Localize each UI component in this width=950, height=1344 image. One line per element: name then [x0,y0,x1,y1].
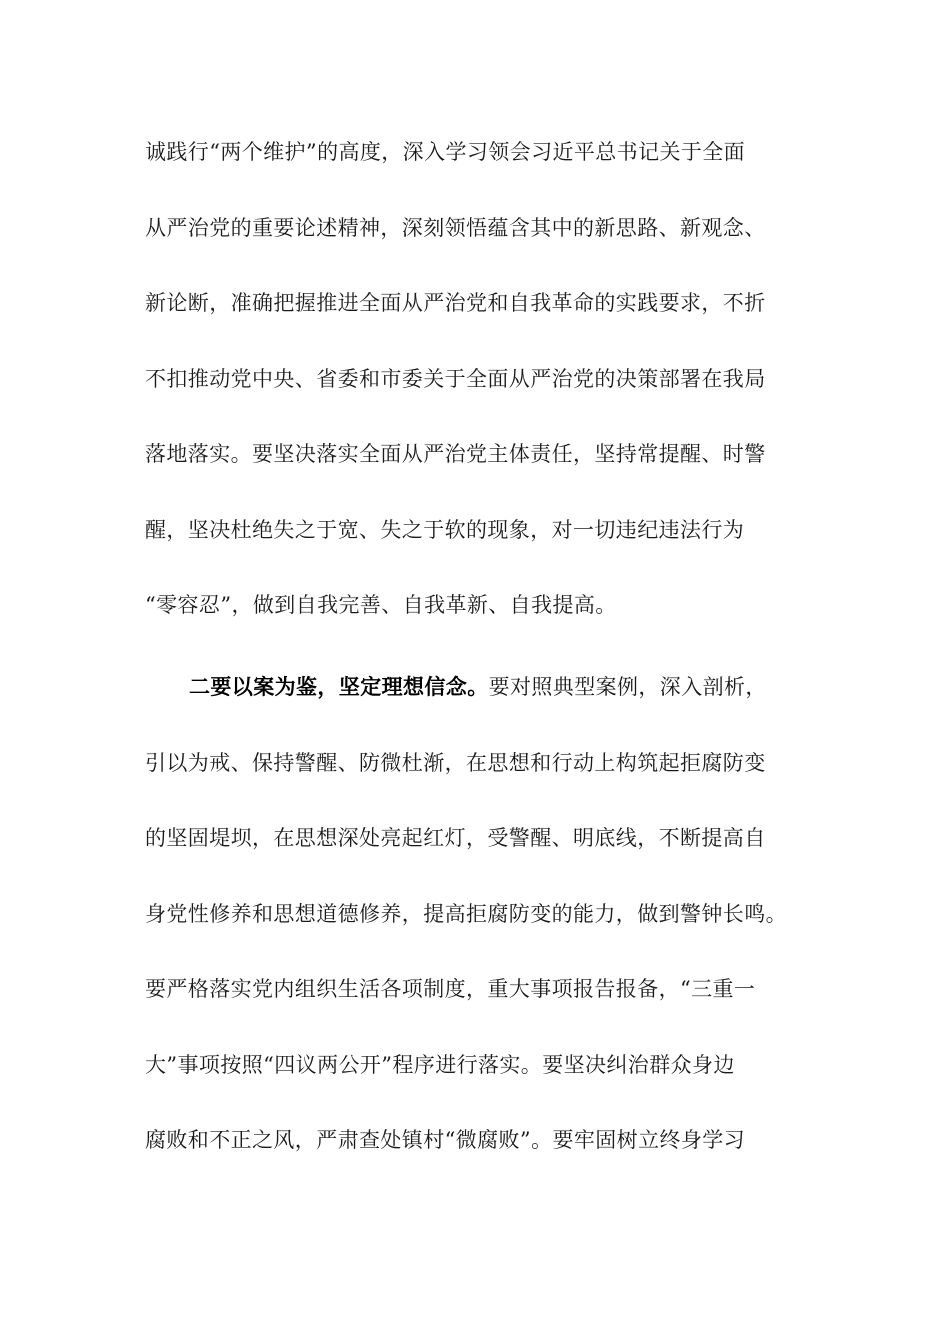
text-line: 要严格落实党内组织生活各项制度，重大事项报告报备，“三重一 [145,977,756,1001]
text-line: 落地落实。要坚决落实全面从严治党主体责任，坚持常提醒、时警 [145,442,766,466]
text-line: 的坚固堤坝，在思想深处亮起红灯，受警醒、明底线，不断提高自 [145,826,766,850]
text-line: 不扣推动党中央、省委和市委关于全面从严治党的决策部署在我局 [145,367,766,391]
text-line: 新论断，准确把握推进全面从严治党和自我革命的实践要求，不折 [145,291,766,315]
text-line: 诚践行“两个维护”的高度，深入学习领会习近平总书记关于全面 [145,140,746,164]
text-line: 大”事项按照“四议两公开”程序进行落实。要坚决纠治群众身边 [145,1053,735,1077]
text-line: 引以为戒、保持警醒、防微杜渐，在思想和行动上构筑起拒腐防变 [145,751,766,775]
section-heading: 二要以案为鉴，坚定理想信念。 [189,674,489,699]
text-line: 醒，坚决杜绝失之于宽、失之于软的现象，对一切违纪违法行为 [145,518,745,542]
text-line: “零容忍”，做到自我完善、自我革新、自我提高。 [145,593,617,617]
text-line: 从严治党的重要论述精神，深刻领悟蕴含其中的新思路、新观念、 [145,216,766,240]
text-run: 要对照典型案例，深入剖析， [488,675,767,699]
text-line: 腐败和不正之风，严肃查处镇村“微腐败”。要牢固树立终身学习 [145,1128,746,1152]
paragraph-first-line [189,673,859,701]
text-line: 身党性修养和思想道德修养，提高拒腐防变的能力，做到警钟长鸣。 [145,902,787,926]
